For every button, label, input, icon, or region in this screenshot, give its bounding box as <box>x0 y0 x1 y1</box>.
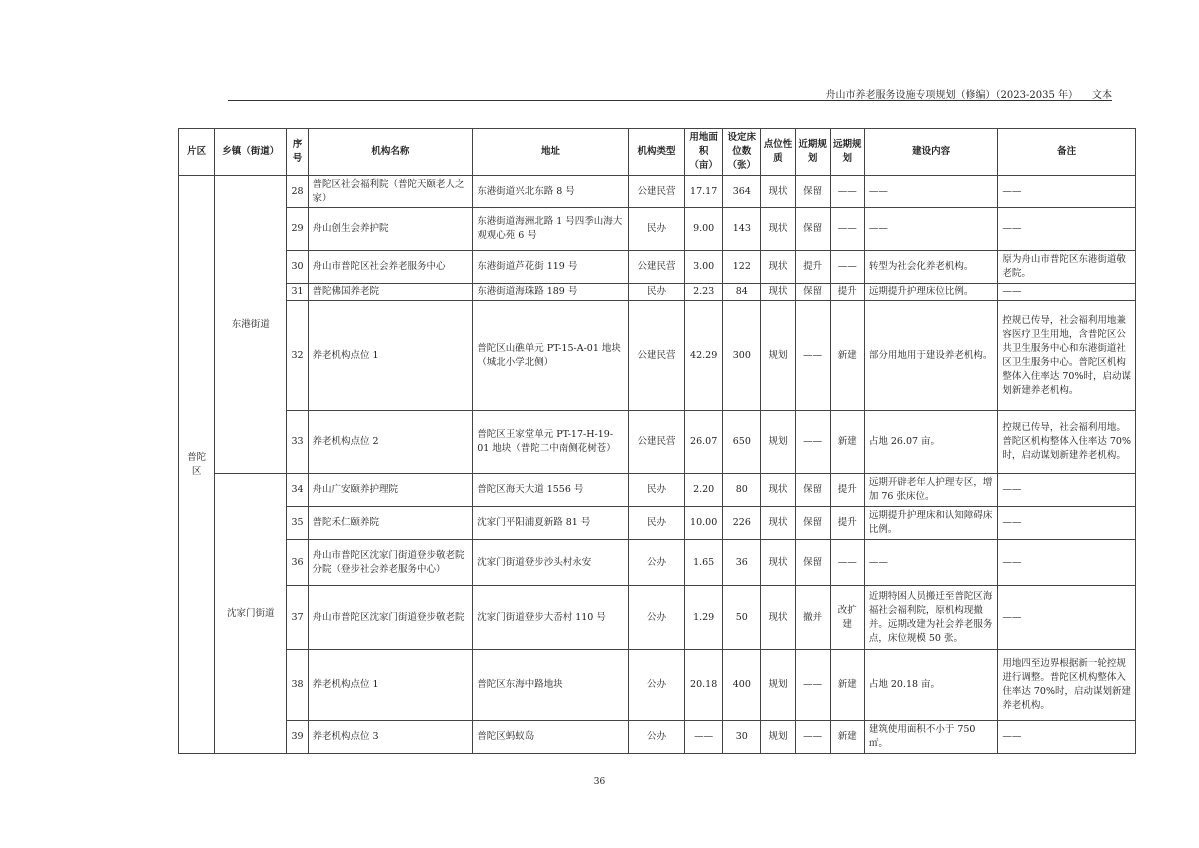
row-beds: 364 <box>723 176 761 208</box>
row-address: 东港街道海洲北路 1 号四季山海大观观心苑 6 号 <box>473 208 629 251</box>
col-content: 建设内容 <box>864 129 998 176</box>
row-near: —— <box>795 721 830 754</box>
row-far: 新建 <box>830 301 864 411</box>
row-nature: 规划 <box>761 721 795 754</box>
row-type: 公建民营 <box>628 176 684 208</box>
table-row <box>179 650 1136 721</box>
row-name: 舟山创生会养护院 <box>308 208 473 251</box>
row-nature: 现状 <box>761 474 795 507</box>
row-far: —— <box>830 208 864 251</box>
table-row <box>179 586 1136 650</box>
row-no: 32 <box>287 301 308 411</box>
row-note: —— <box>998 721 1136 754</box>
row-type: 公办 <box>628 540 684 586</box>
col-type: 机构类型 <box>628 129 684 176</box>
table-row <box>179 411 1136 474</box>
row-beds: 143 <box>723 208 761 251</box>
row-far: 提升 <box>830 284 864 301</box>
row-content: 远期提升护理床位比例。 <box>864 284 998 301</box>
header-title: 舟山市养老服务设施专项规划（修编）（2023-2035 年） <box>825 90 1078 101</box>
row-address: 普陀区海天大道 1556 号 <box>473 474 629 507</box>
row-near: 保留 <box>795 176 830 208</box>
table-header-row <box>179 129 1136 176</box>
table-row <box>179 208 1136 251</box>
row-type: 民办 <box>628 507 684 540</box>
row-no: 28 <box>287 176 308 208</box>
table-row <box>179 474 1136 507</box>
table-row <box>179 721 1136 754</box>
row-no: 37 <box>287 586 308 650</box>
row-address: 东港街道海珠路 189 号 <box>473 284 629 301</box>
table-row <box>179 540 1136 586</box>
row-no: 30 <box>287 251 308 284</box>
row-nature: 现状 <box>761 284 795 301</box>
row-name: 舟山广安颐养护理院 <box>308 474 473 507</box>
row-nature: 规划 <box>761 301 795 411</box>
row-note: 用地四至边界根据新一轮控规进行调整。普陀区机构整体入住率达 70%时，启动谋划新建养老机构。 <box>998 650 1136 721</box>
row-note: —— <box>998 284 1136 301</box>
facility-table <box>178 128 1136 754</box>
row-area: 9.00 <box>685 208 723 251</box>
row-content: 占地 26.07 亩。 <box>864 411 998 474</box>
col-name: 机构名称 <box>308 129 473 176</box>
row-address: 沈家门街道登步沙头村永安 <box>473 540 629 586</box>
row-area: 10.00 <box>685 507 723 540</box>
row-area: 2.20 <box>685 474 723 507</box>
row-content: 部分用地用于建设养老机构。 <box>864 301 998 411</box>
row-name: 舟山市普陀区沈家门街道登步敬老院 <box>308 586 473 650</box>
row-content: 近期特困人员搬迁至普陀区海福社会福利院，原机构现撤并。远期改建为社会养老服务点，床位规模 50 张。 <box>864 586 998 650</box>
table-row <box>179 176 1136 208</box>
row-near: 保留 <box>795 474 830 507</box>
row-beds: 400 <box>723 650 761 721</box>
page-number: 36 <box>593 777 606 787</box>
row-beds: 50 <box>723 586 761 650</box>
row-type: 民办 <box>628 284 684 301</box>
table-row <box>179 507 1136 540</box>
row-area: 1.65 <box>685 540 723 586</box>
row-nature: 现状 <box>761 208 795 251</box>
row-note: —— <box>998 208 1136 251</box>
row-type: 民办 <box>628 208 684 251</box>
row-content: —— <box>864 208 998 251</box>
row-address: 普陀区王家堂单元 PT-17-H-19-01 地块（普陀二中南侧花树苍） <box>473 411 629 474</box>
row-far: —— <box>830 176 864 208</box>
row-nature: 现状 <box>761 176 795 208</box>
row-no: 34 <box>287 474 308 507</box>
row-name: 普陀禾仁颐养院 <box>308 507 473 540</box>
row-no: 31 <box>287 284 308 301</box>
row-name: 养老机构点位 1 <box>308 301 473 411</box>
header-rule <box>228 100 1112 101</box>
table-row <box>179 284 1136 301</box>
row-beds: 30 <box>723 721 761 754</box>
row-no: 38 <box>287 650 308 721</box>
row-content: 转型为社会化养老机构。 <box>864 251 998 284</box>
row-area: 42.29 <box>685 301 723 411</box>
row-address: 沈家门街道登步大岙村 110 号 <box>473 586 629 650</box>
row-near: —— <box>795 411 830 474</box>
row-address: 沈家门平阳浦夏新路 81 号 <box>473 507 629 540</box>
row-far: —— <box>830 251 864 284</box>
row-nature: 现状 <box>761 540 795 586</box>
table-row <box>179 301 1136 411</box>
row-nature: 现状 <box>761 251 795 284</box>
row-type: 公办 <box>628 650 684 721</box>
row-near: —— <box>795 650 830 721</box>
row-note: 原为舟山市普陀区东港街道敬老院。 <box>998 251 1136 284</box>
row-far: 新建 <box>830 411 864 474</box>
row-content: 远期开辟老年人护理专区，增加 76 张床位。 <box>864 474 998 507</box>
row-beds: 84 <box>723 284 761 301</box>
town-cell-shenjiamen: 沈家门街道 <box>215 474 287 754</box>
col-near: 近期规划 <box>795 129 830 176</box>
row-near: —— <box>795 301 830 411</box>
row-area: —— <box>685 721 723 754</box>
row-nature: 现状 <box>761 507 795 540</box>
row-area: 1.29 <box>685 586 723 650</box>
row-note: —— <box>998 176 1136 208</box>
row-content: —— <box>864 176 998 208</box>
row-far: —— <box>830 540 864 586</box>
row-type: 民办 <box>628 474 684 507</box>
row-far: 新建 <box>830 650 864 721</box>
row-far: 改扩建 <box>830 586 864 650</box>
row-beds: 122 <box>723 251 761 284</box>
row-content: —— <box>864 540 998 586</box>
row-no: 29 <box>287 208 308 251</box>
row-area: 17.17 <box>685 176 723 208</box>
page-header <box>228 86 1112 100</box>
row-no: 33 <box>287 411 308 474</box>
header-doc-type: 文本 <box>1092 90 1112 101</box>
row-name: 舟山市普陀区沈家门街道登步敬老院分院（登步社会养老服务中心） <box>308 540 473 586</box>
col-address: 地址 <box>473 129 629 176</box>
row-note: 控规已传导，社会福利用地。普陀区机构整体入住率达 70%时，启动谋划新建养老机构。 <box>998 411 1136 474</box>
row-content: 远期提升护理床和认知障碍床比例。 <box>864 507 998 540</box>
row-far: 提升 <box>830 507 864 540</box>
row-nature: 现状 <box>761 586 795 650</box>
row-address: 普陀区蚂蚁岛 <box>473 721 629 754</box>
row-name: 养老机构点位 1 <box>308 650 473 721</box>
row-name: 普陀佛国养老院 <box>308 284 473 301</box>
col-far: 远期规划 <box>830 129 864 176</box>
row-type: 公建民营 <box>628 251 684 284</box>
row-beds: 80 <box>723 474 761 507</box>
col-district: 片区 <box>179 129 215 176</box>
row-note: —— <box>998 474 1136 507</box>
row-type: 公办 <box>628 721 684 754</box>
row-address: 普陀区东海中路地块 <box>473 650 629 721</box>
row-beds: 650 <box>723 411 761 474</box>
row-name: 养老机构点位 3 <box>308 721 473 754</box>
row-content: 占地 20.18 亩。 <box>864 650 998 721</box>
row-beds: 300 <box>723 301 761 411</box>
row-near: 撤并 <box>795 586 830 650</box>
col-beds: 设定床位数（张） <box>723 129 761 176</box>
col-nature: 点位性质 <box>761 129 795 176</box>
row-near: 提升 <box>795 251 830 284</box>
row-far: 提升 <box>830 474 864 507</box>
col-area: 用地面积（亩） <box>685 129 723 176</box>
row-note: —— <box>998 507 1136 540</box>
row-beds: 226 <box>723 507 761 540</box>
row-address: 东港街道兴北东路 8 号 <box>473 176 629 208</box>
row-area: 3.00 <box>685 251 723 284</box>
row-name: 普陀区社会福利院（普陀天颐老人之家） <box>308 176 473 208</box>
col-note: 备注 <box>998 129 1136 176</box>
row-area: 26.07 <box>685 411 723 474</box>
row-address: 普陀区山礁单元 PT-15-A-01 地块（城北小学北侧） <box>473 301 629 411</box>
row-near: 保留 <box>795 507 830 540</box>
row-type: 公建民营 <box>628 301 684 411</box>
row-no: 39 <box>287 721 308 754</box>
row-beds: 36 <box>723 540 761 586</box>
row-name: 舟山市普陀区社会养老服务中心 <box>308 251 473 284</box>
row-type: 公办 <box>628 586 684 650</box>
row-note: —— <box>998 586 1136 650</box>
row-no: 35 <box>287 507 308 540</box>
row-near: 保留 <box>795 540 830 586</box>
row-nature: 规划 <box>761 650 795 721</box>
row-content: 建筑使用面积不小于 750 ㎡。 <box>864 721 998 754</box>
row-near: 保留 <box>795 208 830 251</box>
row-no: 36 <box>287 540 308 586</box>
row-nature: 规划 <box>761 411 795 474</box>
row-note: 控规已传导，社会福利用地兼容医疗卫生用地，含普陀区公共卫生服务中心和东港街道社区卫生服务中心。普陀区机构整体入住率达 70%时，启动谋划新建养老机构。 <box>998 301 1136 411</box>
district-cell: 普陀区 <box>179 176 215 754</box>
row-address: 东港街道芦花街 119 号 <box>473 251 629 284</box>
col-no: 序号 <box>287 129 308 176</box>
row-note: —— <box>998 540 1136 586</box>
row-area: 20.18 <box>685 650 723 721</box>
row-far: 新建 <box>830 721 864 754</box>
town-cell-donggang: 东港街道 <box>215 176 287 474</box>
table-row <box>179 251 1136 284</box>
row-near: 保留 <box>795 284 830 301</box>
row-name: 养老机构点位 2 <box>308 411 473 474</box>
col-town: 乡镇（街道） <box>215 129 287 176</box>
row-area: 2.23 <box>685 284 723 301</box>
row-type: 公建民营 <box>628 411 684 474</box>
